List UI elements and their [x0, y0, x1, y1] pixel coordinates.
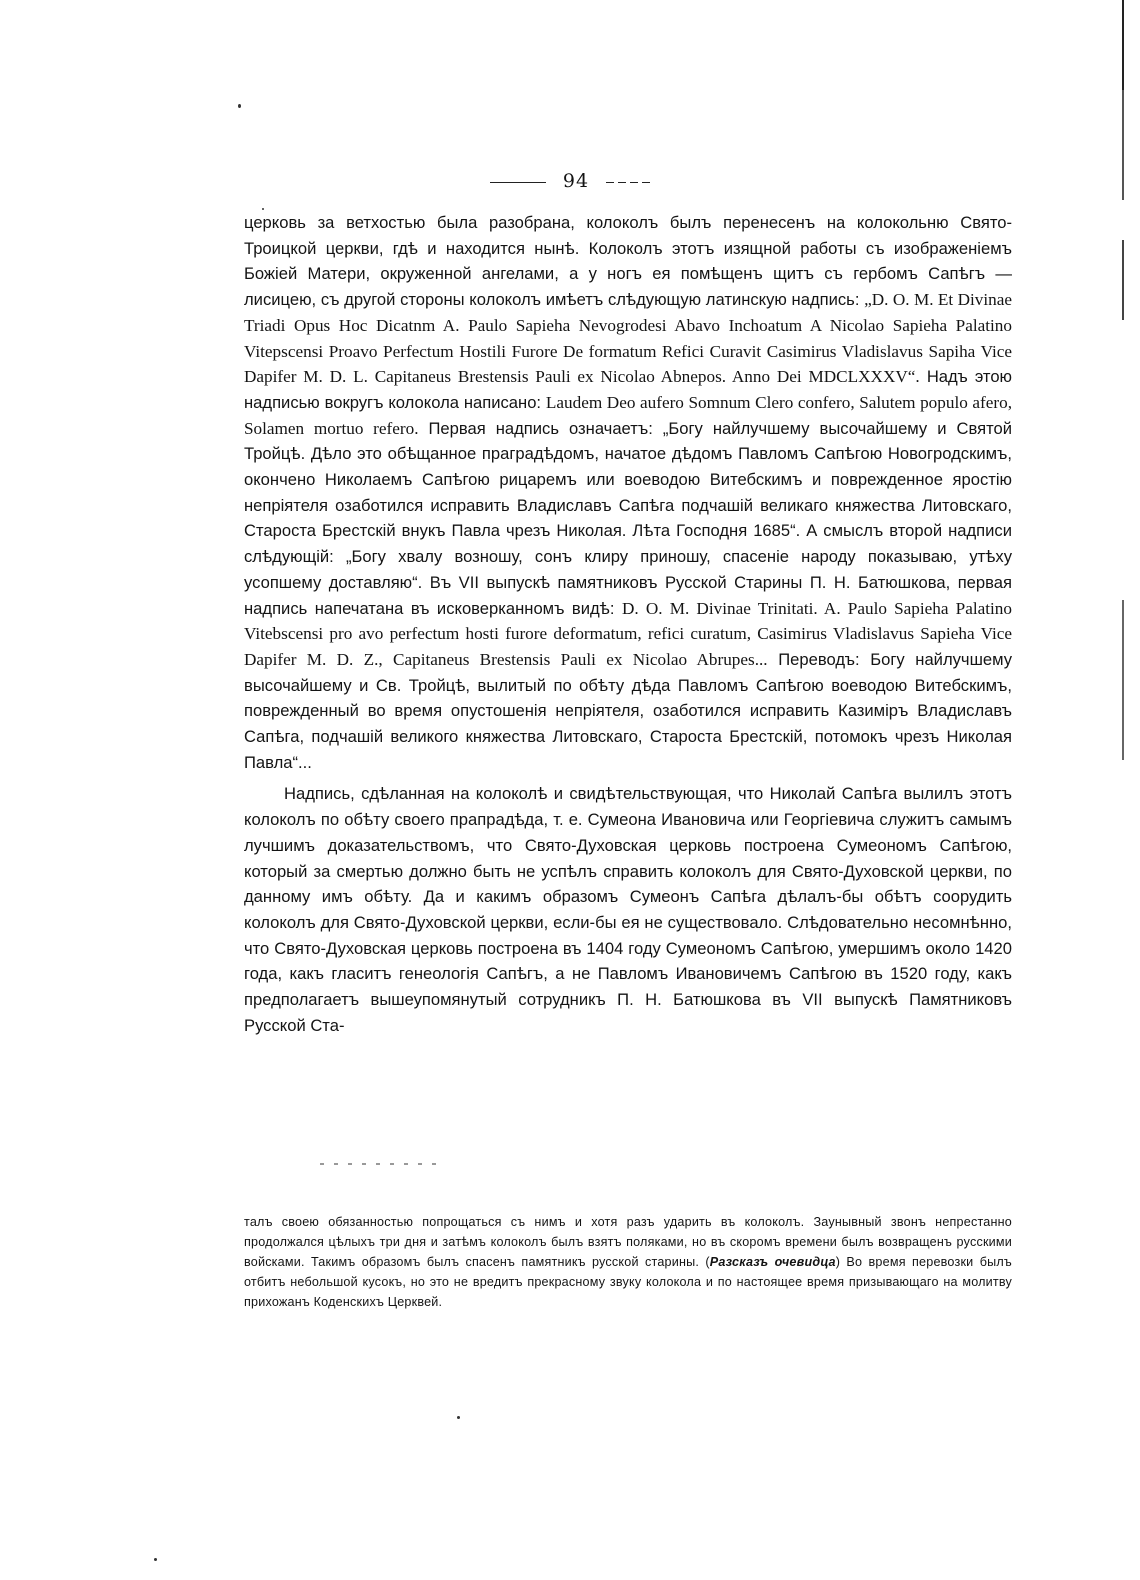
latin-inscription-3: D. O. M. Divinae Trinitati. A. Paulo Sapieha Palatino Vitebscensi pro avo perfectum hosti furore deformatum, refici curatum, Casimirus Vladislavus Sapieha Vice Dapifer M. D. Z., Capitaneus Brestensis Pauli ex Nicolao Abrupes... [244, 598, 1012, 669]
main-text [244, 210, 1012, 1039]
latin-inscription-1: „D. O. M. Et Divinae Triadi Opus Hoc Dicatnm A. Paulo Sapieha Nevogrodesi Abavo Inchoatum A Nicolao Sapieha Palatino Vitepscensi Proavo Perfectum Hostili Furore De formatum Refici Curavit Casimirus Vladislavus Sapiha Vice Dapifer M. D. L. Capitaneus Brestensis Pauli ex Nicolao Abnepos. Anno Dei MDCLXXXV“. [244, 290, 1012, 387]
footnote-separator [320, 1163, 440, 1165]
header-rule-left [490, 182, 546, 183]
page-number: 94 [562, 170, 590, 192]
paragraph-1 [244, 210, 1012, 775]
scan-speck [457, 1416, 460, 1419]
latin-inscription-2: Laudem Deo aufero Somnum Clero confero, Salutem populo afero, Solamen mortuo refero. [244, 392, 1012, 438]
paragraph-1-text-a: церковь за ветхостью была разобрана, колоколъ былъ перенесенъ на колокольню Свято-Троицкой церкви, гдѣ и находится нынѣ. Колоколъ этотъ изящной работы съ изображеніемъ Божіей Матери, окруженной ангелами, а у ногъ ея помѣщенъ щитъ съ гербомъ Сапѣгъ — лисицею, съ другой стороны колоколъ имѣетъ слѣдующую латинскую надпись: [244, 213, 1012, 310]
scan-speck [238, 104, 241, 108]
scan-speck [154, 1558, 157, 1561]
footnote-source: Разсказъ очевидца [709, 1255, 836, 1269]
header-rule-right [606, 182, 650, 183]
page-header [0, 170, 1140, 192]
paragraph-2: Надпись, сдѣланная на колоколѣ и свидѣтельствующая, что Николай Сапѣга вылилъ этотъ колоколъ по обѣту своего прапрадѣда, т. е. Сумеона Ивановича или Георгіевича служитъ самымъ лучшимъ доказательствомъ, что Свято-Духовская церковь построена Сумеономъ Сапѣгою, который за смертью должно быть не успѣлъ справить колоколъ для Свято-Духовской церкви, по данному имъ обѣту. Да и какимъ образомъ Сумеонъ Сапѣга дѣлалъ-бы обѣтъ соорудить колоколъ для Свято-Духовской церкви, если-бы ея не существовало. Слѣдовательно несомнѣнно, что Свято-Духовская церковь построена въ 1404 году Сумеономъ Сапѣгою, умершимъ около 1420 года, какъ гласитъ генеологія Сапѣгъ, а не Павломъ Ивановичемъ Сапѣгою въ 1520 году, какъ предполагаетъ вышеупомянутый сотрудникъ П. Н. Батюшкова въ VII выпускѣ Памятниковъ Русской Ста- [244, 784, 1012, 1035]
paragraph-1-text-c: Первая надпись означаетъ: „Богу найлучшему высочайшему и Святой Тройцѣ. Дѣло это обѣщанное праградѣдомъ, начатое дѣдомъ Павломъ Сапѣгою Новогродскимъ, окончено Николаемъ Сапѣгою рицаремъ или воеводою Витебскимъ и поврежденное яростію непріятеля озаботился исправить Владиславъ Сапѣга подчашій великаго княжества Литовскаго, Староста Брестскій внукъ Павла чрезъ Николая. Лѣта Господня 1685“. А смыслъ второй надписи слѣдующій: „Богу хвалу возношу, сонъ клиру приношу, спасеніе народу показываю, утѣху усопшему доставляю“. Въ VII выпускѣ памятниковъ Русской Старины П. Н. Батюшкова, первая надпись напечатана въ исковерканномъ видѣ: [244, 418, 1012, 618]
footnote-text-a: талъ своею обязанностью попрощаться съ нимъ и хотя разъ ударить въ колоколъ. Заунывный звонъ непрестанно продолжался цѣлыхъ три дня и затѣмъ колоколъ былъ взятъ поляками, но въ скоромъ времени былъ возвращенъ русскими войсками. Такимъ образомъ былъ спасенъ памятникъ русской старины. ( [244, 1215, 1012, 1269]
paragraph-1-text-b: Надъ этою надписью вокругъ колокола написано: [244, 367, 1013, 412]
scan-edge-line [1122, 0, 1124, 1050]
paragraph-1-text-d: Переводъ: Богу найлучшему высочайшему и Св. Тройцѣ, вылитый по обѣту дѣда Павломъ Сапѣгою воеводою Витебскимъ, поврежденный во время опустошенія непріятеля, озаботился исправить Казиміръ Владиславъ Сапѣга, подчашій великого княжества Литовскаго, Староста Брестскій, потомокъ чрезъ Николая Павла“... [244, 649, 1012, 772]
footnote [244, 1212, 1012, 1312]
footnote-text-b: ) Во время перевозки былъ отбитъ небольшой кусокъ, но это не вредитъ прекрасному звуку колокола и по настоящее время призывающаго на молитву прихожанъ Коденскихъ Церквей. [244, 1255, 1012, 1309]
